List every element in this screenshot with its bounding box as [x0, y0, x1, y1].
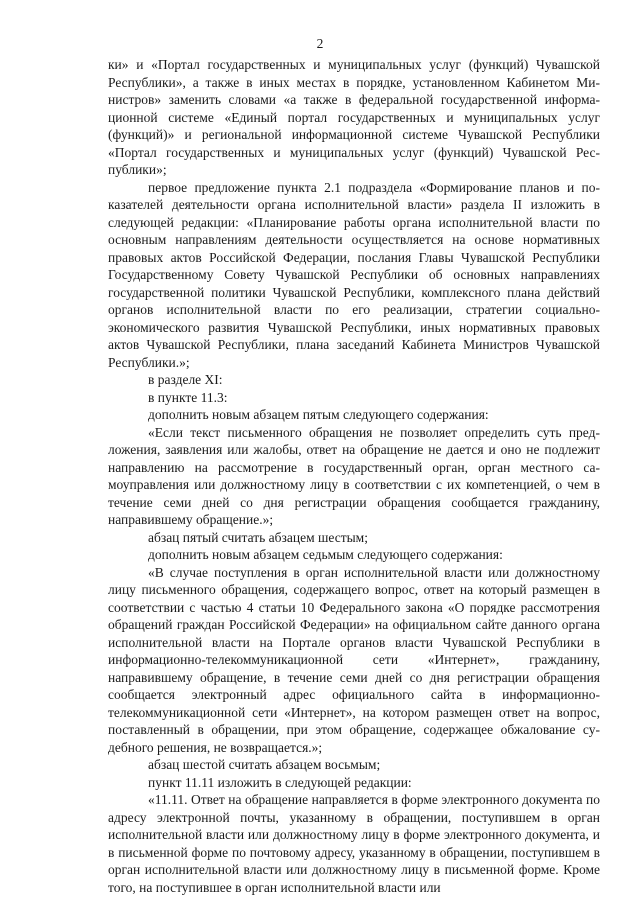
- paragraph: абзац пятый считать абзацем шестым;: [148, 529, 368, 545]
- paragraph: дополнить новым абзацем пятым следующего содержания:: [148, 407, 489, 422]
- document-body: [108, 56, 600, 896]
- page-number: 2: [316, 36, 324, 51]
- paragraph: в разделе XI:: [148, 372, 223, 387]
- paragraph: пункт 11.11 изложить в следующей редакции:: [148, 774, 412, 790]
- paragraph: первое предложение пункта 2.1 подраздела «Формирование планов и показателей деятельности органа исполнительной власти» раздела II изложить в следующей редакции: «Планирование работы органа исполнительной власти по основным направлениям деятельности осуществляется на основе нормативных правовых актов Российской Федерации, послания Главы Чувашской Республики Государственному Совету Чувашской Республики об основных направлениях государственной политики Чувашской Республики, комплексного плана действий органов исполнительной власти по его реализации, стратегии социально-экономического развития Чувашской Республики, иных нормативных правовых актов Чувашской Республики, плана заседаний Кабинета Министров Чувашской Республики.»;: [108, 179, 600, 370]
- paragraph: в пункте 11.3:: [148, 389, 228, 405]
- paragraph: «В случае поступления в орган исполнительной власти или должностному лицу письменного обращения, содержащего вопрос, ответ на который размещен в соответствии с частью 4 статьи 10 Федерального закона «О порядке рассмотрения обращений граждан Российской Федерации» на официальном сайте данного органа исполнительной власти на Портале органов власти Чувашской Республики в информационно-телекоммуникационной сети «Интернет», гражданину, направившему обращение, в течение семи дней со дня регистрации обращения сообщается электронный адрес официального сайта в информационно-телекоммуникационной сети «Интернет», на котором размещен ответ на вопрос, поставленный в обращении, при этом обращение, содержащее обжалование судебного решения, не возвращается.»;: [108, 564, 600, 755]
- paragraph: ки» и «Портал государственных и муниципальных услуг (функций) Чувашской Республики», а также в иных местах в порядке, установленном Кабинетом Министров» заменить словами «а также в федеральной государственной информационной системе «Единый портал государственных и муниципальных услуг (функций)» и региональной информационной системе Чувашской Республики «Портал государственных и муниципальных услуг (функций) Чувашской Республики»;: [108, 57, 600, 177]
- paragraph: абзац шестой считать абзацем восьмым;: [148, 757, 381, 772]
- paragraph: «11.11. Ответ на обращение направляется в форме электронного документа по адресу электронной почты, указанному в обращении, поступившем в орган исполнительной власти или должностному лицу в форме электронного документа, и в письменной форме по почтовому адресу, указанному в обращении, поступившем в орган исполнительной власти или должностному лицу в письменной форме. Кроме того, на поступившее в орган исполнительной власти или: [108, 792, 600, 895]
- paragraph: дополнить новым абзацем седьмым следующего содержания:: [148, 547, 503, 562]
- paragraph: «Если текст письменного обращения не позволяет определить суть предложения, заявления или жалобы, ответ на обращение не дается и оно не подлежит направлению на рассмотрение в государственный орган, орган местного самоуправления или должностному лицу в соответствии с их компетенцией, о чем в течение семи дней со дня регистрации обращения сообщается гражданину, направившему обращение.»;: [108, 424, 600, 527]
